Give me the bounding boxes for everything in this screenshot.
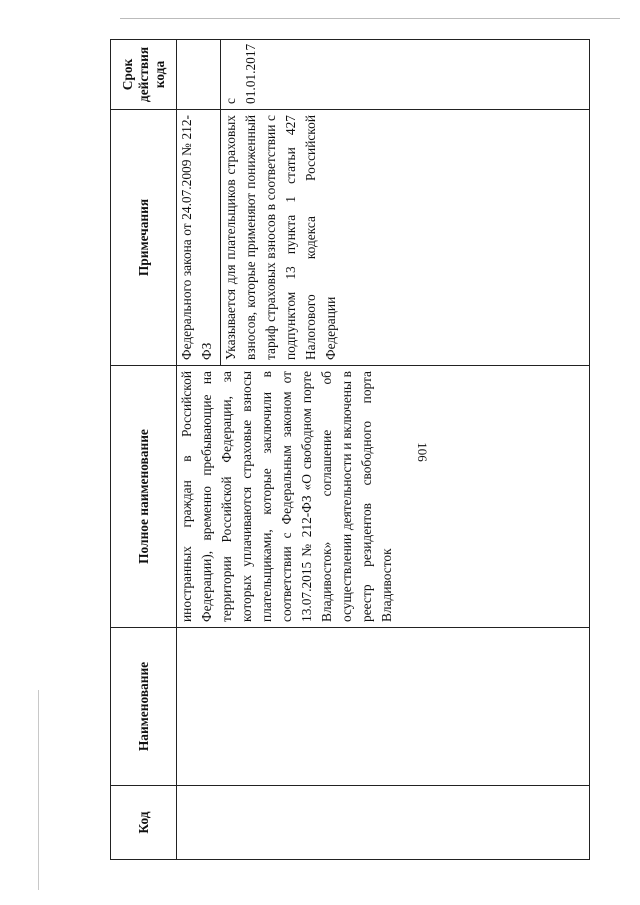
cell-term: с 01.01.2017: [221, 40, 590, 110]
scan-edge-line: [120, 18, 620, 19]
cell-full-name: иностранных граждан в Российской Федерации), временно пребывающие на территории Российской Федерации, за которых уплачиваются страховые взносы плательщиками, которые заключили в соответствии с Федеральным законом от 13.07.2015 № 212-ФЗ «О свободном порте Владивосток» соглашение об осуществлении деятельности и включены в реестр резидентов свободного порта Владивосток: [177, 366, 590, 628]
codes-table: [110, 39, 590, 860]
page-number: 106: [415, 442, 430, 462]
cell-notes: Федерального закона от 24.07.2009 № 212-ФЗ: [177, 110, 221, 366]
table-row: [177, 40, 221, 860]
cell-term: [177, 40, 221, 110]
header-term: Срок действия кода: [111, 40, 177, 110]
header-code: Код: [111, 786, 177, 860]
header-name: Наименование: [111, 628, 177, 786]
cell-name: [177, 628, 590, 786]
table-header-row: [111, 40, 177, 860]
scan-edge-line: [38, 690, 39, 890]
header-notes: Примечания: [111, 110, 177, 366]
cell-code: [177, 786, 590, 860]
header-full-name: Полное наименование: [111, 366, 177, 628]
cell-notes: Указывается для плательщиков страховых взносов, которые применяют пониженный тариф страховых взносов в соответствии с подпунктом 13 пункта 1 статьи 427 Налогового кодекса Российской Федерации: [221, 110, 590, 366]
rotated-table-container: [110, 40, 590, 860]
